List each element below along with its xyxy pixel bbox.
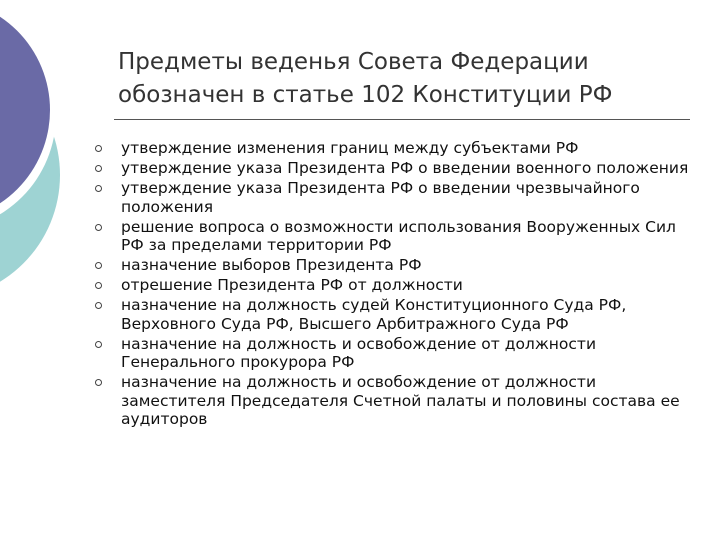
bullet-icon bbox=[95, 341, 102, 348]
list-item-text: решение вопроса о возможности использования Вооруженных Сил РФ за пределами территории РФ bbox=[121, 217, 676, 254]
list-item bbox=[92, 159, 692, 178]
list-item bbox=[92, 256, 692, 275]
title-line-2: обозначен в статье 102 Конституции РФ bbox=[118, 82, 613, 108]
bullet-icon bbox=[95, 185, 102, 192]
list-item-text: назначение на должность судей Конституционного Суда РФ, Верховного Суда РФ, Высшего Арбитражного Суда РФ bbox=[121, 296, 627, 333]
bullet-icon bbox=[95, 165, 102, 172]
list-item-text: отрешение Президента РФ от должности bbox=[121, 276, 463, 294]
list-item-text: назначение выборов Президента РФ bbox=[121, 256, 422, 274]
bullet-icon bbox=[95, 379, 102, 386]
decorative-circles bbox=[0, 0, 80, 300]
list-item bbox=[92, 276, 692, 295]
list-item bbox=[92, 335, 692, 372]
title-divider bbox=[114, 119, 690, 120]
bullet-icon bbox=[95, 282, 102, 289]
list-item bbox=[92, 179, 692, 216]
bullet-icon bbox=[95, 262, 102, 269]
list-item bbox=[92, 139, 692, 158]
list-item-text: утверждение указа Президента РФ о введении чрезвычайного положения bbox=[121, 179, 640, 216]
slide-title bbox=[118, 46, 698, 112]
list-item bbox=[92, 218, 692, 255]
bullet-icon bbox=[95, 145, 102, 152]
list-item-text: назначение на должность и освобождение от должности Генерального прокурора РФ bbox=[121, 334, 597, 371]
list-item bbox=[92, 296, 692, 333]
title-line-1: Предметы веденья Совета Федерации bbox=[118, 49, 589, 75]
bullet-list bbox=[92, 139, 692, 430]
list-item-text: назначение на должность и освобождение от должности заместителя Председателя Счетной палаты и половины состава ее аудиторов bbox=[121, 373, 680, 428]
list-item-text: утверждение указа Президента РФ о введении военного положения bbox=[121, 159, 689, 177]
list-item bbox=[92, 373, 692, 429]
bullet-icon bbox=[95, 224, 102, 231]
bullet-icon bbox=[95, 302, 102, 309]
list-item-text: утверждение изменения границ между субъектами РФ bbox=[121, 139, 579, 157]
